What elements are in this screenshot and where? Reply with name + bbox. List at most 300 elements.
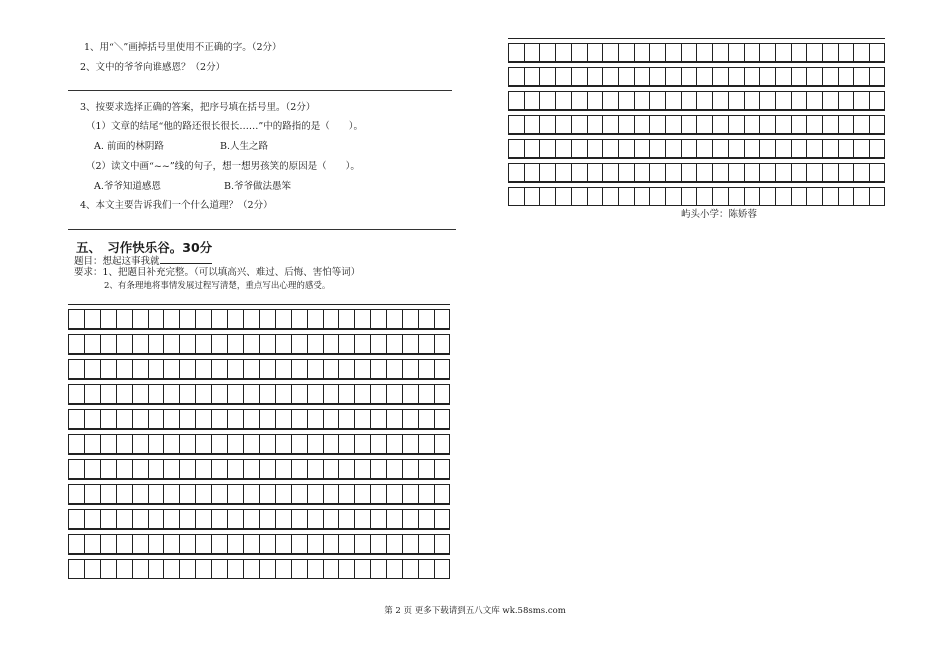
grid-cell[interactable]: [776, 140, 792, 157]
grid-cell[interactable]: [276, 360, 292, 378]
grid-cell[interactable]: [117, 335, 133, 353]
grid-cell[interactable]: [650, 92, 666, 109]
grid-cell[interactable]: [666, 92, 682, 109]
grid-cell[interactable]: [729, 68, 745, 85]
grid-cell[interactable]: [196, 485, 212, 503]
grid-cell[interactable]: [540, 44, 556, 61]
grid-cell[interactable]: [212, 310, 228, 328]
grid-cell[interactable]: [854, 116, 870, 133]
grid-cell[interactable]: [419, 460, 435, 478]
grid-cell[interactable]: [69, 535, 85, 553]
grid-cell[interactable]: [371, 360, 387, 378]
grid-cell[interactable]: [324, 310, 340, 328]
grid-cell[interactable]: [133, 360, 149, 378]
grid-cell[interactable]: [619, 44, 635, 61]
grid-cell[interactable]: [133, 385, 149, 403]
grid-cell[interactable]: [260, 560, 276, 578]
grid-cell[interactable]: [355, 485, 371, 503]
grid-cell[interactable]: [308, 410, 324, 428]
grid-cell[interactable]: [854, 164, 870, 181]
grid-cell[interactable]: [212, 535, 228, 553]
grid-cell[interactable]: [133, 510, 149, 528]
grid-cell[interactable]: [228, 335, 244, 353]
grid-cell[interactable]: [228, 360, 244, 378]
grid-cell[interactable]: [807, 164, 823, 181]
grid-cell[interactable]: [196, 510, 212, 528]
grid-cell[interactable]: [260, 535, 276, 553]
grid-cell[interactable]: [745, 164, 761, 181]
grid-cell[interactable]: [792, 68, 808, 85]
grid-cell[interactable]: [776, 68, 792, 85]
grid-cell[interactable]: [324, 410, 340, 428]
grid-cell[interactable]: [260, 385, 276, 403]
grid-cell[interactable]: [260, 435, 276, 453]
grid-cell[interactable]: [180, 485, 196, 503]
grid-cell[interactable]: [355, 560, 371, 578]
grid-cell[interactable]: [650, 116, 666, 133]
grid-cell[interactable]: [435, 435, 451, 453]
grid-cell[interactable]: [260, 460, 276, 478]
grid-cell[interactable]: [870, 188, 886, 205]
grid-cell[interactable]: [212, 385, 228, 403]
grid-cell[interactable]: [556, 68, 572, 85]
grid-cell[interactable]: [101, 510, 117, 528]
grid-cell[interactable]: [133, 560, 149, 578]
grid-cell[interactable]: [85, 485, 101, 503]
grid-cell[interactable]: [588, 116, 604, 133]
grid-cell[interactable]: [419, 535, 435, 553]
grid-cell[interactable]: [435, 535, 451, 553]
grid-cell[interactable]: [292, 360, 308, 378]
grid-cell[interactable]: [419, 435, 435, 453]
grid-cell[interactable]: [101, 385, 117, 403]
grid-cell[interactable]: [792, 92, 808, 109]
grid-cell[interactable]: [619, 92, 635, 109]
grid-cell[interactable]: [854, 68, 870, 85]
grid-cell[interactable]: [85, 535, 101, 553]
grid-cell[interactable]: [212, 510, 228, 528]
grid-cell[interactable]: [101, 560, 117, 578]
grid-cell[interactable]: [603, 164, 619, 181]
grid-cell[interactable]: [133, 460, 149, 478]
grid-cell[interactable]: [419, 560, 435, 578]
grid-cell[interactable]: [85, 510, 101, 528]
grid-cell[interactable]: [745, 44, 761, 61]
grid-cell[interactable]: [101, 435, 117, 453]
grid-cell[interactable]: [228, 410, 244, 428]
grid-cell[interactable]: [666, 116, 682, 133]
grid-cell[interactable]: [760, 68, 776, 85]
grid-cell[interactable]: [117, 535, 133, 553]
grid-cell[interactable]: [164, 485, 180, 503]
grid-cell[interactable]: [807, 116, 823, 133]
grid-cell[interactable]: [133, 435, 149, 453]
grid-cell[interactable]: [713, 188, 729, 205]
grid-cell[interactable]: [244, 360, 260, 378]
grid-cell[interactable]: [729, 164, 745, 181]
grid-cell[interactable]: [807, 188, 823, 205]
grid-cell[interactable]: [149, 510, 165, 528]
grid-cell[interactable]: [603, 116, 619, 133]
grid-cell[interactable]: [823, 188, 839, 205]
grid-cell[interactable]: [308, 310, 324, 328]
grid-cell[interactable]: [682, 188, 698, 205]
grid-cell[interactable]: [244, 310, 260, 328]
grid-cell[interactable]: [572, 44, 588, 61]
grid-cell[interactable]: [196, 385, 212, 403]
grid-cell[interactable]: [839, 140, 855, 157]
grid-cell[interactable]: [682, 92, 698, 109]
grid-cell[interactable]: [101, 360, 117, 378]
grid-cell[interactable]: [666, 68, 682, 85]
grid-cell[interactable]: [403, 435, 419, 453]
grid-cell[interactable]: [776, 116, 792, 133]
grid-cell[interactable]: [180, 360, 196, 378]
grid-cell[interactable]: [371, 560, 387, 578]
grid-cell[interactable]: [149, 385, 165, 403]
grid-cell[interactable]: [339, 335, 355, 353]
grid-cell[interactable]: [419, 410, 435, 428]
grid-cell[interactable]: [387, 485, 403, 503]
grid-cell[interactable]: [371, 435, 387, 453]
grid-cell[interactable]: [180, 385, 196, 403]
grid-cell[interactable]: [760, 44, 776, 61]
grid-cell[interactable]: [776, 92, 792, 109]
grid-cell[interactable]: [85, 435, 101, 453]
grid-cell[interactable]: [292, 335, 308, 353]
grid-cell[interactable]: [85, 310, 101, 328]
grid-cell[interactable]: [164, 435, 180, 453]
grid-cell[interactable]: [292, 535, 308, 553]
grid-cell[interactable]: [540, 164, 556, 181]
grid-cell[interactable]: [149, 435, 165, 453]
grid-cell[interactable]: [839, 68, 855, 85]
grid-cell[interactable]: [572, 92, 588, 109]
grid-cell[interactable]: [387, 385, 403, 403]
grid-cell[interactable]: [276, 335, 292, 353]
grid-cell[interactable]: [180, 560, 196, 578]
grid-cell[interactable]: [276, 410, 292, 428]
grid-cell[interactable]: [180, 410, 196, 428]
grid-cell[interactable]: [244, 460, 260, 478]
grid-cell[interactable]: [196, 460, 212, 478]
grid-cell[interactable]: [164, 310, 180, 328]
grid-cell[interactable]: [164, 535, 180, 553]
grid-cell[interactable]: [149, 535, 165, 553]
grid-cell[interactable]: [355, 335, 371, 353]
grid-cell[interactable]: [435, 510, 451, 528]
grid-cell[interactable]: [339, 435, 355, 453]
grid-cell[interactable]: [371, 460, 387, 478]
grid-cell[interactable]: [196, 560, 212, 578]
grid-cell[interactable]: [619, 140, 635, 157]
grid-cell[interactable]: [682, 44, 698, 61]
grid-cell[interactable]: [556, 164, 572, 181]
grid-cell[interactable]: [85, 360, 101, 378]
grid-cell[interactable]: [588, 164, 604, 181]
grid-cell[interactable]: [228, 310, 244, 328]
grid-cell[interactable]: [509, 164, 525, 181]
grid-cell[interactable]: [355, 310, 371, 328]
grid-cell[interactable]: [792, 44, 808, 61]
grid-cell[interactable]: [276, 485, 292, 503]
grid-cell[interactable]: [403, 510, 419, 528]
grid-cell[interactable]: [133, 410, 149, 428]
grid-cell[interactable]: [371, 410, 387, 428]
grid-cell[interactable]: [588, 44, 604, 61]
grid-cell[interactable]: [180, 535, 196, 553]
grid-cell[interactable]: [387, 410, 403, 428]
grid-cell[interactable]: [212, 460, 228, 478]
grid-cell[interactable]: [260, 510, 276, 528]
grid-cell[interactable]: [776, 44, 792, 61]
grid-cell[interactable]: [308, 385, 324, 403]
grid-cell[interactable]: [228, 435, 244, 453]
grid-cell[interactable]: [403, 360, 419, 378]
grid-cell[interactable]: [244, 410, 260, 428]
grid-cell[interactable]: [823, 68, 839, 85]
grid-cell[interactable]: [588, 68, 604, 85]
grid-cell[interactable]: [355, 460, 371, 478]
grid-cell[interactable]: [355, 410, 371, 428]
grid-cell[interactable]: [509, 188, 525, 205]
grid-cell[interactable]: [682, 164, 698, 181]
grid-cell[interactable]: [117, 560, 133, 578]
grid-cell[interactable]: [371, 310, 387, 328]
grid-cell[interactable]: [276, 435, 292, 453]
grid-cell[interactable]: [69, 335, 85, 353]
grid-cell[interactable]: [572, 140, 588, 157]
grid-cell[interactable]: [713, 92, 729, 109]
grid-cell[interactable]: [292, 460, 308, 478]
grid-cell[interactable]: [260, 310, 276, 328]
grid-cell[interactable]: [308, 535, 324, 553]
grid-cell[interactable]: [117, 435, 133, 453]
grid-cell[interactable]: [117, 510, 133, 528]
grid-cell[interactable]: [387, 510, 403, 528]
grid-cell[interactable]: [101, 335, 117, 353]
grid-cell[interactable]: [244, 435, 260, 453]
grid-cell[interactable]: [276, 310, 292, 328]
grid-cell[interactable]: [419, 310, 435, 328]
grid-cell[interactable]: [572, 164, 588, 181]
grid-cell[interactable]: [339, 460, 355, 478]
grid-cell[interactable]: [729, 140, 745, 157]
grid-cell[interactable]: [745, 92, 761, 109]
grid-cell[interactable]: [435, 410, 451, 428]
grid-cell[interactable]: [244, 510, 260, 528]
grid-cell[interactable]: [435, 560, 451, 578]
grid-cell[interactable]: [635, 116, 651, 133]
grid-cell[interactable]: [69, 310, 85, 328]
grid-cell[interactable]: [729, 116, 745, 133]
grid-cell[interactable]: [745, 116, 761, 133]
grid-cell[interactable]: [212, 435, 228, 453]
grid-cell[interactable]: [854, 92, 870, 109]
grid-cell[interactable]: [713, 116, 729, 133]
grid-cell[interactable]: [355, 510, 371, 528]
grid-cell[interactable]: [839, 116, 855, 133]
grid-cell[interactable]: [823, 164, 839, 181]
grid-cell[interactable]: [792, 164, 808, 181]
grid-cell[interactable]: [292, 435, 308, 453]
grid-cell[interactable]: [244, 335, 260, 353]
grid-cell[interactable]: [650, 140, 666, 157]
grid-cell[interactable]: [666, 140, 682, 157]
grid-cell[interactable]: [403, 560, 419, 578]
grid-cell[interactable]: [666, 164, 682, 181]
grid-cell[interactable]: [760, 116, 776, 133]
grid-cell[interactable]: [324, 360, 340, 378]
grid-cell[interactable]: [603, 44, 619, 61]
grid-cell[interactable]: [324, 560, 340, 578]
grid-cell[interactable]: [196, 310, 212, 328]
grid-cell[interactable]: [69, 460, 85, 478]
grid-cell[interactable]: [854, 140, 870, 157]
grid-cell[interactable]: [244, 535, 260, 553]
grid-cell[interactable]: [666, 44, 682, 61]
grid-cell[interactable]: [276, 460, 292, 478]
grid-cell[interactable]: [355, 360, 371, 378]
grid-cell[interactable]: [212, 335, 228, 353]
grid-cell[interactable]: [371, 385, 387, 403]
grid-cell[interactable]: [308, 360, 324, 378]
grid-cell[interactable]: [540, 188, 556, 205]
grid-cell[interactable]: [324, 510, 340, 528]
grid-cell[interactable]: [635, 140, 651, 157]
grid-cell[interactable]: [196, 410, 212, 428]
grid-cell[interactable]: [292, 560, 308, 578]
grid-cell[interactable]: [729, 188, 745, 205]
grid-cell[interactable]: [650, 188, 666, 205]
grid-cell[interactable]: [308, 435, 324, 453]
grid-cell[interactable]: [525, 188, 541, 205]
grid-cell[interactable]: [164, 360, 180, 378]
grid-cell[interactable]: [603, 140, 619, 157]
grid-cell[interactable]: [149, 485, 165, 503]
grid-cell[interactable]: [572, 68, 588, 85]
grid-cell[interactable]: [403, 535, 419, 553]
grid-cell[interactable]: [69, 385, 85, 403]
grid-cell[interactable]: [635, 68, 651, 85]
grid-cell[interactable]: [371, 335, 387, 353]
grid-cell[interactable]: [419, 335, 435, 353]
grid-cell[interactable]: [133, 310, 149, 328]
grid-cell[interactable]: [403, 410, 419, 428]
grid-cell[interactable]: [196, 335, 212, 353]
grid-cell[interactable]: [540, 92, 556, 109]
grid-cell[interactable]: [228, 460, 244, 478]
grid-cell[interactable]: [117, 460, 133, 478]
grid-cell[interactable]: [244, 385, 260, 403]
grid-cell[interactable]: [117, 410, 133, 428]
grid-cell[interactable]: [760, 92, 776, 109]
grid-cell[interactable]: [697, 164, 713, 181]
grid-cell[interactable]: [823, 44, 839, 61]
grid-cell[interactable]: [371, 485, 387, 503]
grid-cell[interactable]: [854, 188, 870, 205]
grid-cell[interactable]: [387, 360, 403, 378]
grid-cell[interactable]: [387, 310, 403, 328]
grid-cell[interactable]: [556, 188, 572, 205]
grid-cell[interactable]: [149, 360, 165, 378]
grid-cell[interactable]: [149, 310, 165, 328]
grid-cell[interactable]: [387, 435, 403, 453]
grid-cell[interactable]: [180, 460, 196, 478]
grid-cell[interactable]: [324, 435, 340, 453]
grid-cell[interactable]: [85, 460, 101, 478]
grid-cell[interactable]: [525, 116, 541, 133]
grid-cell[interactable]: [212, 410, 228, 428]
grid-cell[interactable]: [870, 68, 886, 85]
grid-cell[interactable]: [792, 140, 808, 157]
grid-cell[interactable]: [339, 410, 355, 428]
grid-cell[interactable]: [509, 116, 525, 133]
grid-cell[interactable]: [228, 385, 244, 403]
grid-cell[interactable]: [69, 560, 85, 578]
grid-cell[interactable]: [713, 68, 729, 85]
grid-cell[interactable]: [419, 385, 435, 403]
grid-cell[interactable]: [276, 510, 292, 528]
grid-cell[interactable]: [212, 360, 228, 378]
grid-cell[interactable]: [619, 188, 635, 205]
grid-cell[interactable]: [760, 140, 776, 157]
grid-cell[interactable]: [588, 188, 604, 205]
grid-cell[interactable]: [435, 460, 451, 478]
grid-cell[interactable]: [635, 44, 651, 61]
grid-cell[interactable]: [339, 485, 355, 503]
grid-cell[interactable]: [572, 188, 588, 205]
grid-cell[interactable]: [823, 140, 839, 157]
grid-cell[interactable]: [435, 360, 451, 378]
grid-cell[interactable]: [133, 535, 149, 553]
grid-cell[interactable]: [117, 385, 133, 403]
grid-cell[interactable]: [603, 188, 619, 205]
grid-cell[interactable]: [540, 116, 556, 133]
grid-cell[interactable]: [180, 510, 196, 528]
grid-cell[interactable]: [260, 485, 276, 503]
grid-cell[interactable]: [509, 44, 525, 61]
grid-cell[interactable]: [729, 92, 745, 109]
grid-cell[interactable]: [419, 485, 435, 503]
grid-cell[interactable]: [713, 164, 729, 181]
grid-cell[interactable]: [324, 460, 340, 478]
grid-cell[interactable]: [572, 116, 588, 133]
grid-cell[interactable]: [212, 485, 228, 503]
grid-cell[interactable]: [870, 116, 886, 133]
grid-cell[interactable]: [870, 44, 886, 61]
grid-cell[interactable]: [435, 335, 451, 353]
grid-cell[interactable]: [419, 510, 435, 528]
grid-cell[interactable]: [308, 335, 324, 353]
grid-cell[interactable]: [839, 44, 855, 61]
grid-cell[interactable]: [164, 385, 180, 403]
grid-cell[interactable]: [619, 116, 635, 133]
grid-cell[interactable]: [823, 92, 839, 109]
grid-cell[interactable]: [69, 485, 85, 503]
grid-cell[interactable]: [387, 535, 403, 553]
grid-cell[interactable]: [509, 68, 525, 85]
grid-cell[interactable]: [133, 335, 149, 353]
grid-cell[interactable]: [403, 460, 419, 478]
grid-cell[interactable]: [525, 44, 541, 61]
grid-cell[interactable]: [355, 535, 371, 553]
grid-cell[interactable]: [403, 310, 419, 328]
grid-cell[interactable]: [149, 560, 165, 578]
grid-cell[interactable]: [324, 535, 340, 553]
grid-cell[interactable]: [745, 68, 761, 85]
grid-cell[interactable]: [117, 360, 133, 378]
